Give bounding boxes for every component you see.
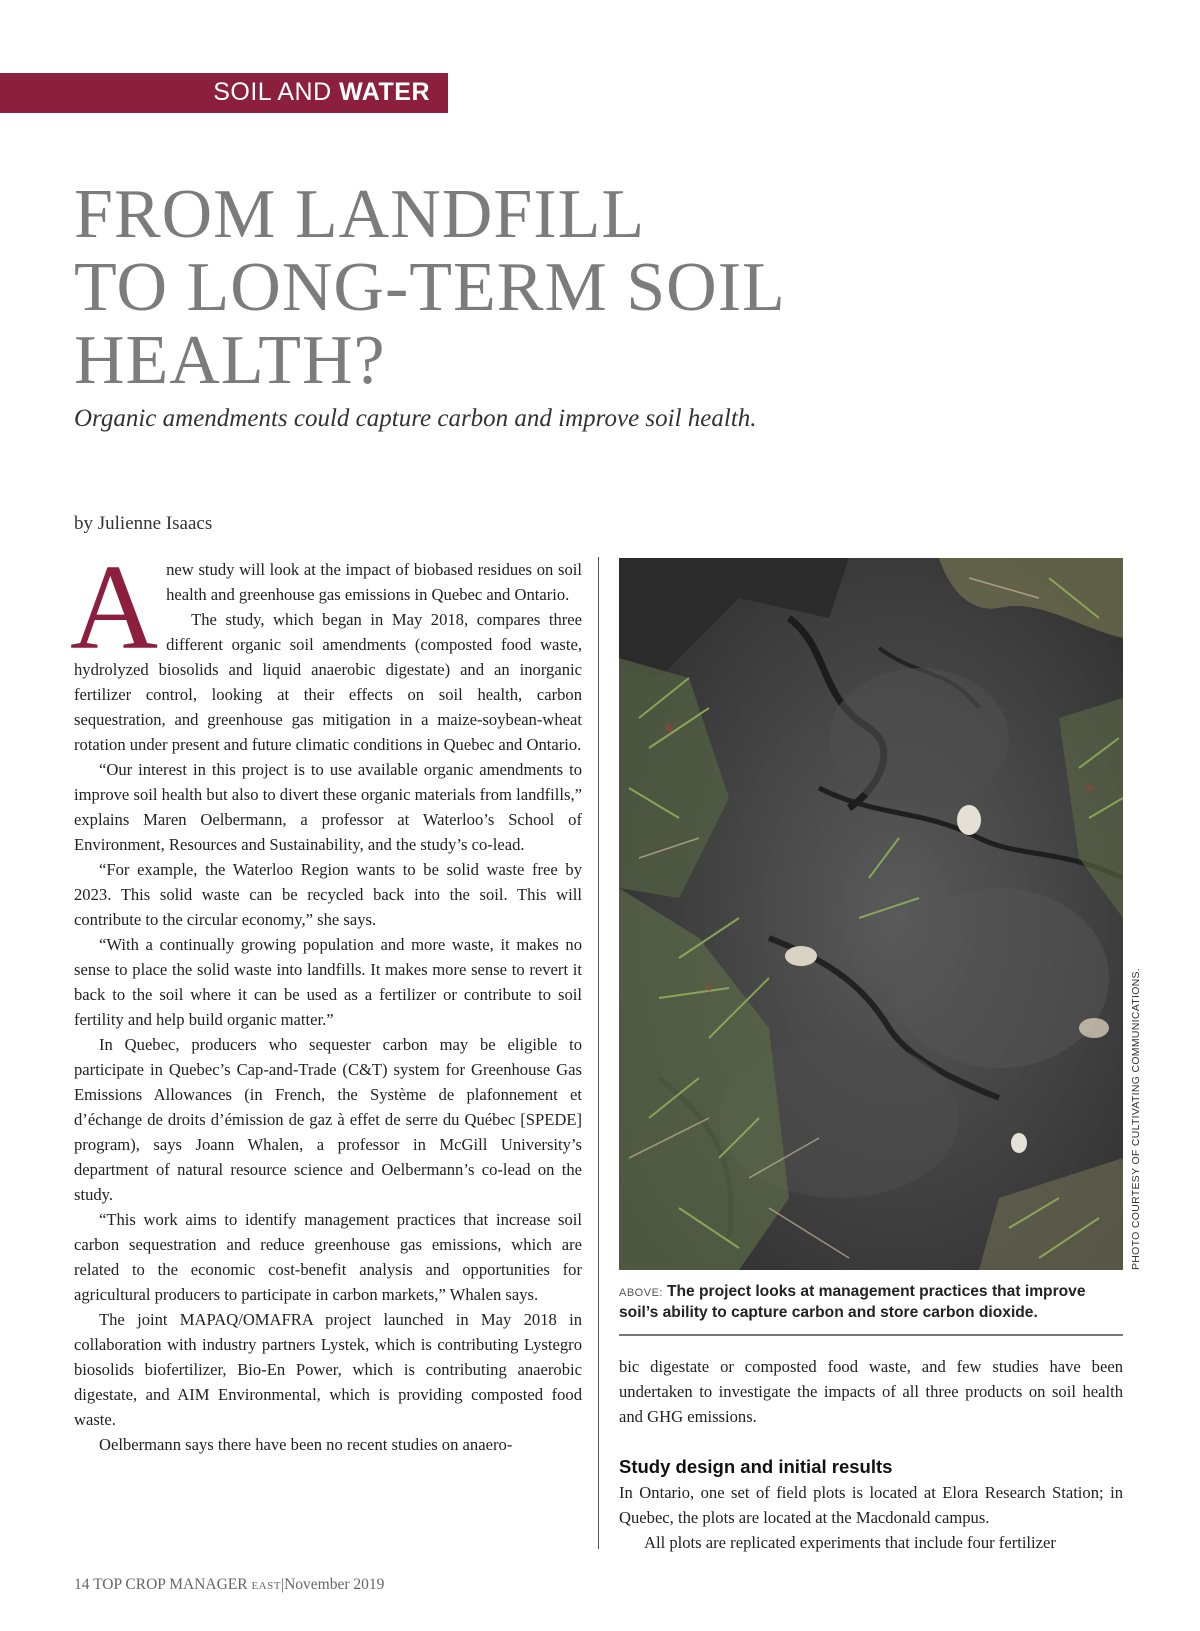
paragraph: bic digestate or composted food waste, and few studies have been undertaken to investigate the impacts of all three products on soil health and GHG emissions. xyxy=(619,1357,1123,1426)
section-label-part2: WATER xyxy=(339,78,430,106)
paragraph: The study, which began in May 2018, compares three different organic soil amendments (composted food waste, hydrolyzed biosolids and liquid anaerobic digestate) and an inorganic fertilizer control, looking at their effects on soil health, carbon sequestration, and greenhouse gas mitigation in a maize-soybean-wheat rotation under present and future climatic conditions in Quebec and Ontario. xyxy=(74,610,582,754)
issue-date: November 2019 xyxy=(284,1576,385,1593)
caption-divider xyxy=(619,1334,1123,1336)
column-divider xyxy=(598,557,599,1549)
photo-credit: PHOTO COURTESY OF CULTIVATING COMMUNICATIONS. xyxy=(1130,967,1142,1270)
section-banner xyxy=(0,73,448,113)
paragraph: All plots are replicated experiments that include four fertilizer xyxy=(644,1533,1056,1552)
caption-tag: ABOVE: xyxy=(619,1287,663,1299)
soil-photo xyxy=(619,558,1123,1270)
paragraph: In Ontario, one set of field plots is located at Elora Research Station; in Quebec, the plots are located at the Macdonald campus. xyxy=(619,1483,1123,1527)
section-label xyxy=(213,78,430,107)
section-label-part1: SOIL AND xyxy=(213,78,340,106)
left-column xyxy=(70,540,582,1457)
headline-line-3: HEALTH? xyxy=(74,322,386,399)
subheading: Study design and initial results xyxy=(619,1456,893,1477)
page-number: 14 xyxy=(74,1576,90,1593)
magazine-name: TOP CROP MANAGER xyxy=(93,1576,248,1593)
paragraph: “For example, the Waterloo Region wants to be solid waste free by 2023. This solid waste can be recycled back into the soil. This will contribute to the circular economy,” she says. xyxy=(74,860,582,929)
paragraph: “With a continually growing population and more waste, it makes no sense to place the solid waste into landfills. It makes more sense to revert it back to the soil where it can be used as a fertilizer or contribute to soil fertility and help build organic matter.” xyxy=(74,935,582,1029)
drop-cap: A xyxy=(70,540,159,675)
caption-text: The project looks at management practices that improve soil’s ability to capture carbon and store carbon dioxide. xyxy=(619,1283,1086,1321)
article-headline xyxy=(74,178,974,397)
paragraph: new study will look at the impact of biobased residues on soil health and greenhouse gas emissions in Quebec and Ontario. xyxy=(166,560,582,604)
page-footer xyxy=(74,1576,384,1594)
paragraph: “This work aims to identify management practices that increase soil carbon sequestration and reduce greenhouse gas emissions, which are related to the economic cost-benefit analysis and opportunities for agricultural producers to participate in carbon markets,” Whalen says. xyxy=(74,1210,582,1304)
paragraph: In Quebec, producers who sequester carbon may be eligible to participate in Quebec’s Cap-and-Trade (C&T) system for Greenhouse Gas Emissions Allowances (in French, the Système de plafonnement et d’échange de droits d’émission de gaz à effet de serre du Québec [SPEDE] program), says Joann Whalen, a professor in McGill University’s department of natural resource science and Oelbermann’s co-lead on the study. xyxy=(74,1035,582,1204)
right-column xyxy=(619,1354,1123,1555)
magazine-edition: EAST xyxy=(251,1580,281,1592)
paragraph: Oelbermann says there have been no recent studies on anaero- xyxy=(99,1435,513,1454)
paragraph: The joint MAPAQ/OMAFRA project launched in May 2018 in collaboration with industry partners Lystek, which is contributing Lystegro biosolids biofertilizer, Bio-En Power, which is contributing anaerobic digestate, and AIM Environmental, which is providing composted food waste. xyxy=(74,1310,582,1429)
footer-separator: | xyxy=(280,1576,285,1593)
headline-line-1: FROM LANDFILL xyxy=(74,176,646,253)
article-deck: Organic amendments could capture carbon and improve soil health. xyxy=(74,405,757,432)
photo-caption xyxy=(619,1282,1129,1323)
byline: by Julienne Isaacs xyxy=(74,513,213,534)
paragraph: “Our interest in this project is to use available organic amendments to improve soil health but also to divert these organic materials from landfills,” explains Maren Oelbermann, a professor at Waterloo’s School of Environment, Resources and Sustainability, and the study’s co-lead. xyxy=(74,760,582,854)
soil-photo-illustration xyxy=(619,558,1123,1270)
headline-line-2: TO LONG-TERM SOIL xyxy=(74,249,786,326)
